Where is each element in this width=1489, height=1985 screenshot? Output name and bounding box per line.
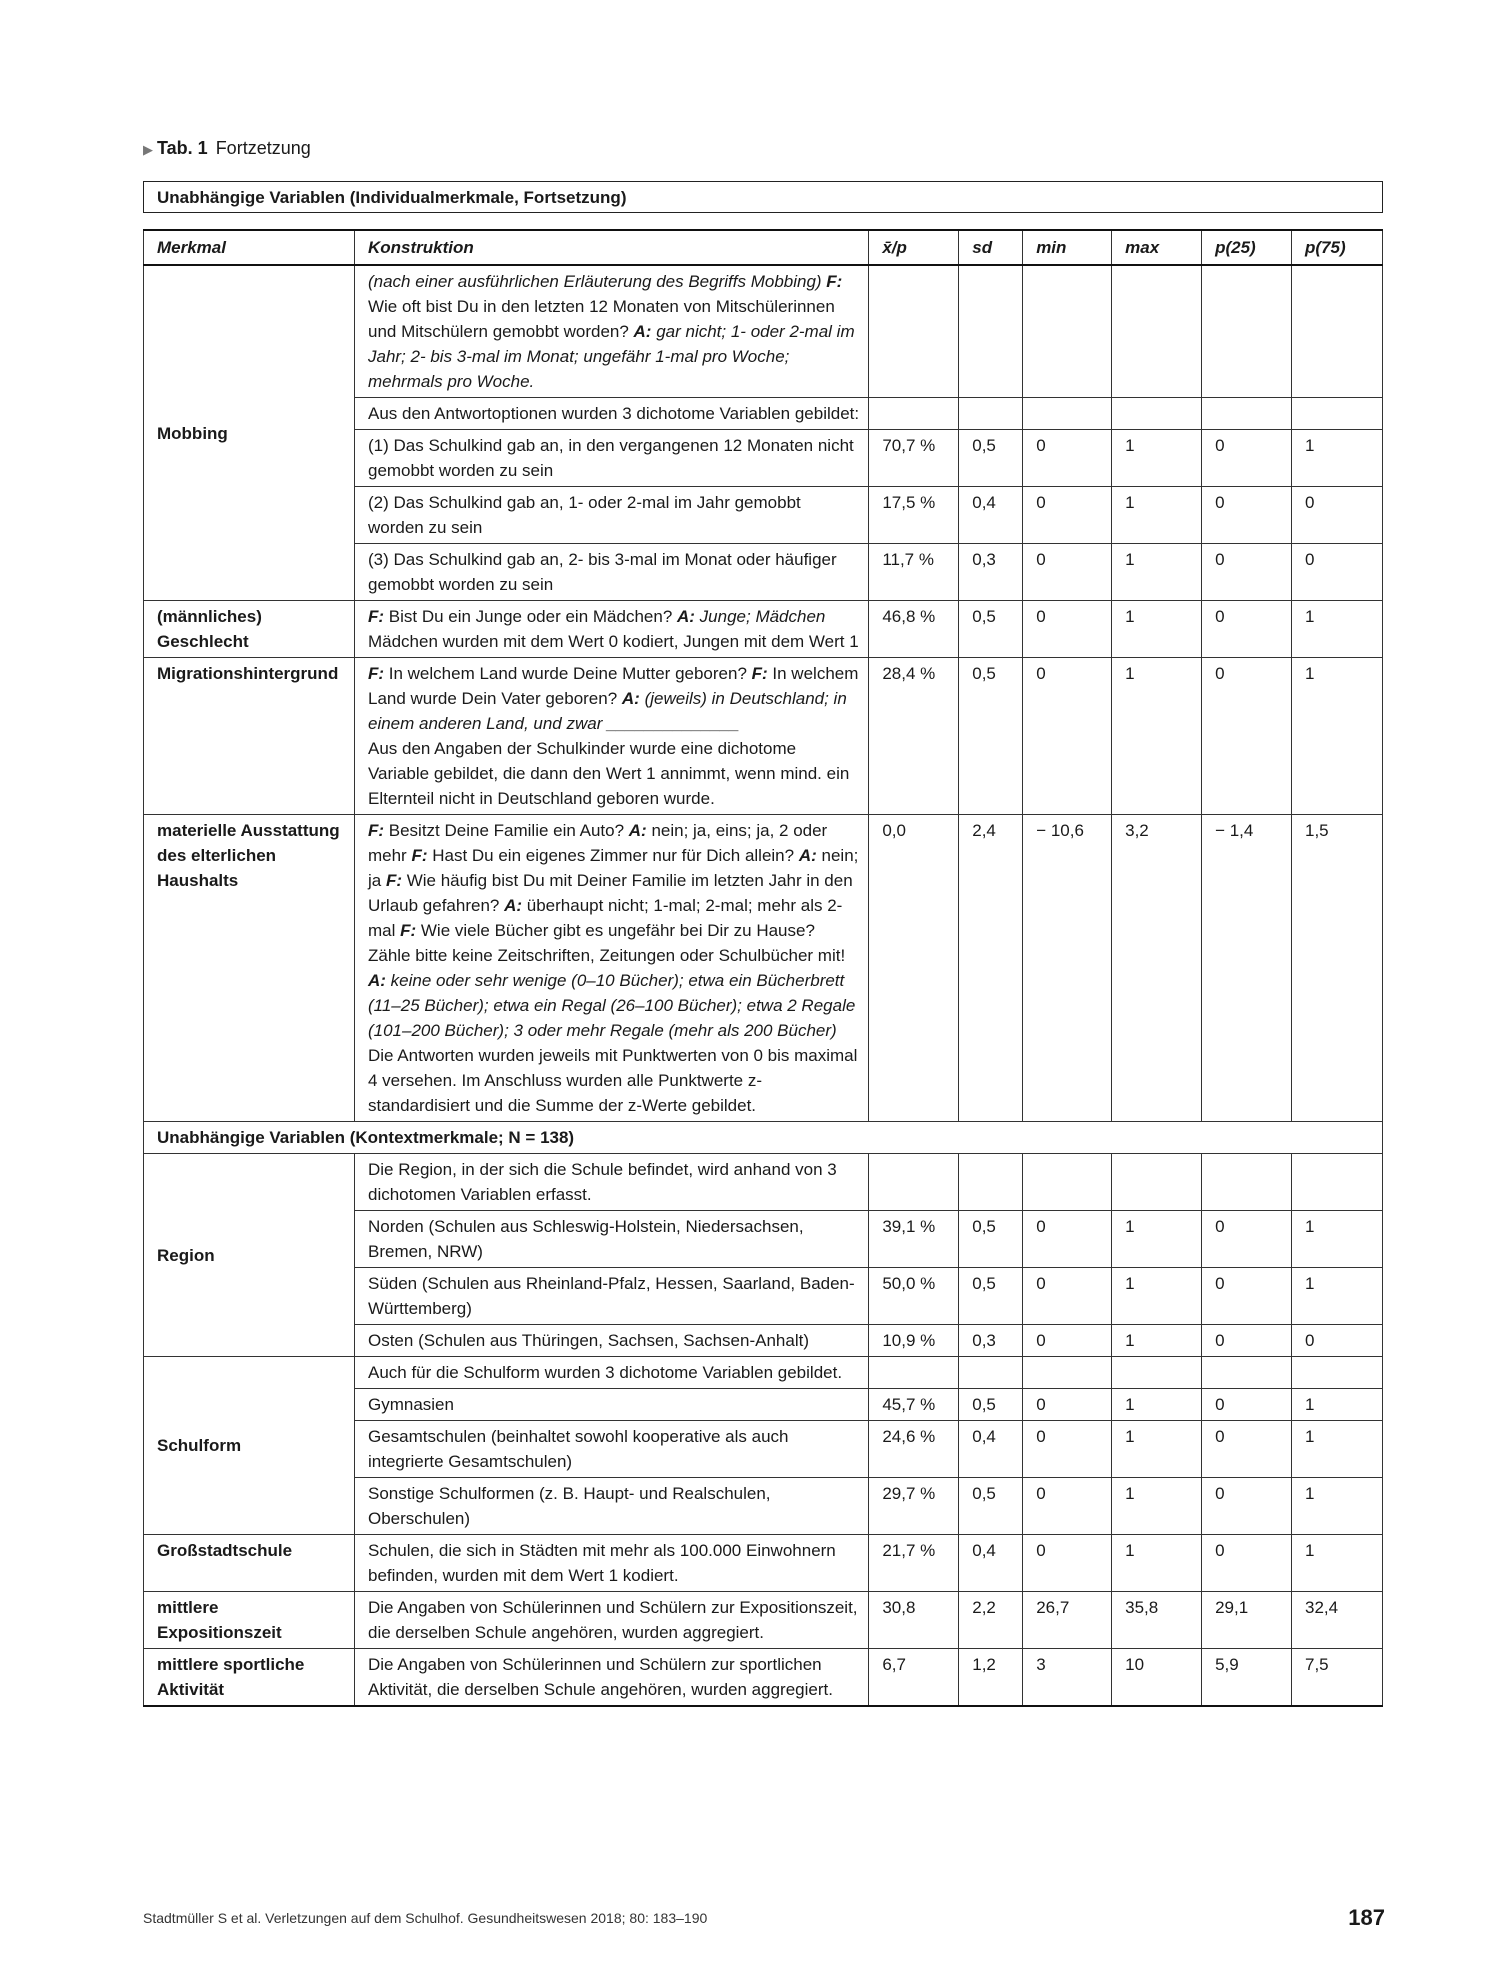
table-number: Tab. 1 xyxy=(157,138,208,158)
konstruktion-cell xyxy=(354,601,868,658)
merkmal-mobbing: Mobbing xyxy=(144,265,355,601)
value-cell: 1,2 xyxy=(959,1649,1023,1707)
value-cell: 0 xyxy=(1202,601,1292,658)
table-row xyxy=(144,1649,1383,1707)
value-cell: 3,2 xyxy=(1112,815,1202,1122)
value-cell: 1 xyxy=(1112,658,1202,815)
value-cell: 0 xyxy=(1202,658,1292,815)
page-footer-citation: Stadtmüller S et al. Verletzungen auf dem Schulhof. Gesundheitswesen 2018; 80: 183–190 xyxy=(143,1910,708,1926)
value-cell: 21,7 % xyxy=(869,1535,959,1592)
question-marker: F: xyxy=(367,821,385,840)
text-span: (nach einer ausführlichen Erläuterung des Begriffs Mobbing) xyxy=(367,272,827,291)
value-cell: 0 xyxy=(1023,1325,1112,1357)
table-row xyxy=(144,1357,1383,1389)
merkmal-migration: Migrationshintergrund xyxy=(144,658,355,815)
text-span: In welchem Land wurde Dein Vater geboren? xyxy=(367,664,859,708)
value-cell: 50,0 % xyxy=(869,1268,959,1325)
value-cell: 0 xyxy=(1023,1211,1112,1268)
text-span: Hast Du ein eigenes Zimmer nur für Dich allein? xyxy=(427,846,799,865)
text-span: Wie oft bist Du in den letzten 12 Monaten von Mitschülerinnen und Mitschülern gemobbt worden? xyxy=(367,297,835,341)
value-cell: 0,4 xyxy=(959,487,1023,544)
table-row xyxy=(144,1535,1383,1592)
value-cell: 45,7 % xyxy=(869,1389,959,1421)
konstruktion-cell: Osten (Schulen aus Thüringen, Sachsen, Sachsen-Anhalt) xyxy=(354,1325,868,1357)
value-cell: 0 xyxy=(1202,1325,1292,1357)
konstruktion-cell: Süden (Schulen aus Rheinland-Pfalz, Hessen, Saarland, Baden-Württemberg) xyxy=(354,1268,868,1325)
value-cell: 1 xyxy=(1292,1421,1383,1478)
value-cell: 1 xyxy=(1292,601,1383,658)
section-row xyxy=(144,1122,1383,1154)
merkmal-sport: mittlere sportliche Aktivität xyxy=(144,1649,355,1707)
konstruktion-cell: (1) Das Schulkind gab an, in den vergangenen 12 Monaten nicht gemobbt worden zu sein xyxy=(354,430,868,487)
value-cell: 1 xyxy=(1112,1421,1202,1478)
konstruktion-cell: Sonstige Schulformen (z. B. Haupt- und Realschulen, Oberschulen) xyxy=(354,1478,868,1535)
text-span: überhaupt nicht; 1-mal; 2-mal; mehr als 2-mal xyxy=(367,896,843,940)
value-cell: 1 xyxy=(1292,1478,1383,1535)
value-cell: 0,4 xyxy=(959,1421,1023,1478)
value-cell: 2,2 xyxy=(959,1592,1023,1649)
konstruktion-cell: Gesamtschulen (beinhaltet sowohl kooperative als auch integrierte Gesamtschulen) xyxy=(354,1421,868,1478)
value-cell: 30,8 xyxy=(869,1592,959,1649)
page-number: 187 xyxy=(1348,1905,1385,1930)
value-cell: 0,5 xyxy=(959,1211,1023,1268)
value-cell: 10,9 % xyxy=(869,1325,959,1357)
text-span: Aus den Angaben der Schulkinder wurde eine dichotome Variable gebildet, die dann den Wert 1 annimmt, wenn mind. ein Elternteil nicht in Deutschland geboren wurde. xyxy=(367,739,850,808)
value-cell: 32,4 xyxy=(1292,1592,1383,1649)
value-cell: 0 xyxy=(1023,544,1112,601)
answer-marker: A: xyxy=(367,971,386,990)
table-row xyxy=(144,265,1383,398)
answer-marker: A: xyxy=(628,821,647,840)
value-cell: 0,3 xyxy=(959,1325,1023,1357)
section-heading-context: Unabhängige Variablen (Kontextmerkmale; N = 138) xyxy=(144,1122,1383,1154)
value-cell: 0 xyxy=(1202,1389,1292,1421)
table-row xyxy=(144,601,1383,658)
value-cell: 2,4 xyxy=(959,815,1023,1122)
value-cell: 0 xyxy=(1023,658,1112,815)
value-cell: 26,7 xyxy=(1023,1592,1112,1649)
answer-marker: A: xyxy=(504,896,523,915)
table-row xyxy=(144,1154,1383,1211)
value-cell: 39,1 % xyxy=(869,1211,959,1268)
answer-marker: A: xyxy=(798,846,817,865)
value-cell: 5,9 xyxy=(1202,1649,1292,1707)
konstruktion-cell: (3) Das Schulkind gab an, 2- bis 3-mal im Monat oder häufiger gemobbt worden zu sein xyxy=(354,544,868,601)
text-span: Die Antworten wurden jeweils mit Punktwerten von 0 bis maximal 4 versehen. Im Anschluss wurden alle Punktwerte z-standardisiert und die Summe der z-Werte gebildet. xyxy=(367,1046,858,1115)
value-cell: 0,5 xyxy=(959,658,1023,815)
question-marker: F: xyxy=(411,846,428,865)
text-span: Wie viele Bücher gibt es ungefähr bei Dir zu Hause? Zähle bitte keine Zeitschriften, Zeitungen oder Schulbücher mit! xyxy=(367,921,846,965)
value-cell: 1 xyxy=(1292,1389,1383,1421)
header-merkmal: Merkmal xyxy=(144,230,355,265)
text-span: keine oder sehr wenige (0–10 Bücher); etwa ein Bücherbrett (11–25 Bücher); etwa ein Regal (26–100 Bücher); etwa 2 Regale (101–200 Bücher); 3 oder mehr Regale (mehr als 200 Bücher) xyxy=(367,971,856,1040)
header-p75: p(75) xyxy=(1292,230,1383,265)
answer-marker: A: xyxy=(621,689,640,708)
answer-marker: A: xyxy=(677,607,695,626)
answer-marker: A: xyxy=(633,322,652,341)
value-cell: 10 xyxy=(1112,1649,1202,1707)
table-row xyxy=(144,1592,1383,1649)
text-span: Wie häufig bist Du mit Deiner Familie im letzten Jahr in den Urlaub gefahren? xyxy=(367,871,853,915)
merkmal-ausstattung: materielle Ausstattung des elterlichen Haushalts xyxy=(144,815,355,1122)
caption-text: Fortzetzung xyxy=(215,138,311,158)
text-span: nein; ja xyxy=(367,846,859,890)
value-cell: 1 xyxy=(1112,487,1202,544)
merkmal-geschlecht: (männliches) Geschlecht xyxy=(144,601,355,658)
value-cell: 0,3 xyxy=(959,544,1023,601)
merkmal-schulform: Schulform xyxy=(144,1357,355,1535)
merkmal-region: Region xyxy=(144,1154,355,1357)
value-cell: 24,6 % xyxy=(869,1421,959,1478)
konstruktion-cell: Schulen, die sich in Städten mit mehr als 100.000 Einwohnern befinden, wurden mit dem Wert 1 kodiert. xyxy=(354,1535,868,1592)
value-cell: 17,5 % xyxy=(869,487,959,544)
value-cell: 29,7 % xyxy=(869,1478,959,1535)
value-cell: 6,7 xyxy=(869,1649,959,1707)
konstruktion-cell xyxy=(354,815,868,1122)
table-caption xyxy=(143,138,311,159)
value-cell: 0 xyxy=(1202,1535,1292,1592)
konstruktion-cell: Gymnasien xyxy=(354,1389,868,1421)
value-cell: 0,5 xyxy=(959,1478,1023,1535)
value-cell: 35,8 xyxy=(1112,1592,1202,1649)
value-cell: 1 xyxy=(1112,1211,1202,1268)
value-cell: 1 xyxy=(1292,430,1383,487)
question-marker: F: xyxy=(367,664,385,683)
value-cell: 11,7 % xyxy=(869,544,959,601)
konstruktion-cell: Die Region, in der sich die Schule befindet, wird anhand von 3 dichotomen Variablen erfasst. xyxy=(354,1154,868,1211)
value-cell: − 10,6 xyxy=(1023,815,1112,1122)
value-cell: 46,8 % xyxy=(869,601,959,658)
value-cell: 0 xyxy=(1202,544,1292,601)
value-cell: 0 xyxy=(1202,1478,1292,1535)
header-max: max xyxy=(1112,230,1202,265)
header-p25: p(25) xyxy=(1202,230,1292,265)
value-cell: 0 xyxy=(1023,1478,1112,1535)
value-cell: 28,4 % xyxy=(869,658,959,815)
value-cell: 1 xyxy=(1112,601,1202,658)
konstruktion-cell xyxy=(354,265,868,398)
caption-arrow-icon: ▶ xyxy=(143,142,153,157)
value-cell: 0 xyxy=(1202,1211,1292,1268)
merkmal-exposition: mittlere Expositionszeit xyxy=(144,1592,355,1649)
konstruktion-cell: Norden (Schulen aus Schleswig-Holstein, Niedersachsen, Bremen, NRW) xyxy=(354,1211,868,1268)
question-marker: F: xyxy=(751,664,768,683)
section-heading-individual: Unabhängige Variablen (Individualmerkmale, Fortsetzung) xyxy=(143,181,1383,213)
value-cell: 0 xyxy=(1023,430,1112,487)
value-cell: 0 xyxy=(1023,1389,1112,1421)
variables-table xyxy=(143,229,1383,1707)
value-cell: 1 xyxy=(1112,1389,1202,1421)
value-cell: 0 xyxy=(1023,1421,1112,1478)
value-cell: 0,5 xyxy=(959,1389,1023,1421)
text-span: Bist Du ein Junge oder ein Mädchen? xyxy=(384,607,677,626)
table-row xyxy=(144,658,1383,815)
table-row xyxy=(144,815,1383,1122)
value-cell: 0 xyxy=(1023,487,1112,544)
value-cell: 0 xyxy=(1202,430,1292,487)
header-min: min xyxy=(1023,230,1112,265)
text-span: (jeweils) in Deutschland; in einem anderen Land, und zwar ______________ xyxy=(367,689,847,733)
merkmal-grossstadt: Großstadtschule xyxy=(144,1535,355,1592)
value-cell: 1,5 xyxy=(1292,815,1383,1122)
value-cell: 0 xyxy=(1292,544,1383,601)
konstruktion-cell: Die Angaben von Schülerinnen und Schülern zur Expositionszeit, die derselben Schule angehören, wurden aggregiert. xyxy=(354,1592,868,1649)
value-cell: 1 xyxy=(1112,1535,1202,1592)
text-span: Mädchen wurden mit dem Wert 0 kodiert, Jungen mit dem Wert 1 xyxy=(367,632,859,651)
header-row xyxy=(144,230,1383,265)
value-cell: 0 xyxy=(1023,1268,1112,1325)
header-mean: x̄/p xyxy=(869,230,959,265)
text-span: In welchem Land wurde Deine Mutter geboren? xyxy=(384,664,752,683)
text-span: gar nicht; 1- oder 2-mal im Jahr; 2- bis 3-mal im Monat; ungefähr 1-mal pro Woche; mehrmals pro Woche. xyxy=(367,322,855,391)
konstruktion-cell: Auch für die Schulform wurden 3 dichotome Variablen gebildet. xyxy=(354,1357,868,1389)
value-cell: 1 xyxy=(1292,1535,1383,1592)
value-cell: 0 xyxy=(1202,1421,1292,1478)
question-marker: F: xyxy=(385,871,402,890)
value-cell: 1 xyxy=(1112,544,1202,601)
header-sd: sd xyxy=(959,230,1023,265)
value-cell: 1 xyxy=(1292,1211,1383,1268)
question-marker: F: xyxy=(367,607,385,626)
value-cell: 3 xyxy=(1023,1649,1112,1707)
value-cell: 0 xyxy=(1202,1268,1292,1325)
value-cell: 1 xyxy=(1112,1268,1202,1325)
value-cell: 0,5 xyxy=(959,601,1023,658)
konstruktion-cell xyxy=(354,658,868,815)
konstruktion-cell: Die Angaben von Schülerinnen und Schülern zur sportlichen Aktivität, die derselben Schule angehören, wurden aggregiert. xyxy=(354,1649,868,1707)
value-cell: − 1,4 xyxy=(1202,815,1292,1122)
value-cell: 1 xyxy=(1112,430,1202,487)
header-konstruktion: Konstruktion xyxy=(354,230,868,265)
question-marker: F: xyxy=(826,272,843,291)
value-cell: 0,5 xyxy=(959,1268,1023,1325)
value-cell: 0 xyxy=(1023,1535,1112,1592)
question-marker: F: xyxy=(400,921,417,940)
text-span: Junge; Mädchen xyxy=(694,607,826,626)
value-cell: 1 xyxy=(1112,1325,1202,1357)
konstruktion-cell: (2) Das Schulkind gab an, 1- oder 2-mal im Jahr gemobbt worden zu sein xyxy=(354,487,868,544)
text-span: nein; ja, eins; ja, 2 oder mehr xyxy=(367,821,828,865)
value-cell: 0 xyxy=(1292,1325,1383,1357)
konstruktion-cell: Aus den Antwortoptionen wurden 3 dichotome Variablen gebildet: xyxy=(354,398,868,430)
text-span: Besitzt Deine Familie ein Auto? xyxy=(384,821,629,840)
value-cell: 0,4 xyxy=(959,1535,1023,1592)
value-cell: 7,5 xyxy=(1292,1649,1383,1707)
value-cell: 0 xyxy=(1202,487,1292,544)
value-cell: 1 xyxy=(1112,1478,1202,1535)
value-cell: 1 xyxy=(1292,1268,1383,1325)
value-cell: 0 xyxy=(1023,601,1112,658)
value-cell: 0,5 xyxy=(959,430,1023,487)
value-cell: 0,0 xyxy=(869,815,959,1122)
value-cell: 29,1 xyxy=(1202,1592,1292,1649)
value-cell: 70,7 % xyxy=(869,430,959,487)
value-cell: 0 xyxy=(1292,487,1383,544)
value-cell: 1 xyxy=(1292,658,1383,815)
